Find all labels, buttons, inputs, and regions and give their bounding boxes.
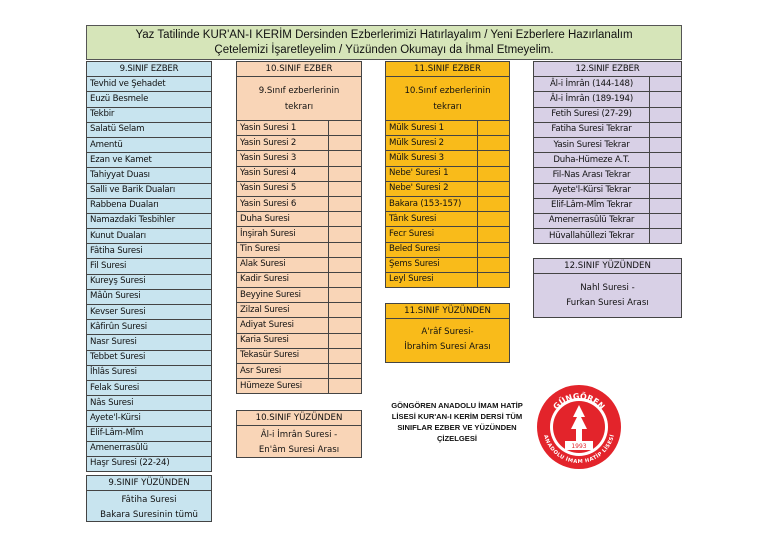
grade12-item-label: Fetih Suresi (27-29) [534, 107, 650, 122]
school-note-line1: GÖNGÖREN ANADOLU İMAM HATİP [391, 401, 523, 410]
grade9-row [87, 456, 212, 471]
grade10-check-cell[interactable] [329, 348, 362, 363]
grade10-item-label: Beyyine Suresi [237, 288, 329, 303]
grade10-check-cell[interactable] [329, 212, 362, 227]
grade9-item-label: Kureyş Suresi [87, 274, 212, 289]
grade12-check-cell[interactable] [650, 92, 682, 107]
grade9-row [87, 107, 212, 122]
grade11-ezber-title: 11.SINIF EZBER [386, 62, 509, 77]
grade11-row [386, 151, 510, 166]
grade10-check-cell[interactable] [329, 136, 362, 151]
grade9-ezber-table [86, 61, 212, 472]
grade9-row [87, 335, 212, 350]
grade10-check-cell[interactable] [329, 257, 362, 272]
grade10-check-cell[interactable] [329, 379, 362, 394]
grade12-check-cell[interactable] [650, 229, 682, 244]
grade11-row [386, 196, 510, 211]
grade9-row [87, 380, 212, 395]
grade9-row [87, 305, 212, 320]
grade9-row [87, 396, 212, 411]
grade9-item-label: Kâfirûn Suresi [87, 320, 212, 335]
grade10-item-label: Yasin Suresi 6 [237, 196, 329, 211]
grade10-check-cell[interactable] [329, 121, 362, 136]
grade9-row [87, 244, 212, 259]
grade11-row [386, 272, 510, 287]
grade9-row [87, 350, 212, 365]
grade9-row [87, 411, 212, 426]
grade9-item-label: Amenerrasûlü [87, 441, 212, 456]
grade10-check-cell[interactable] [329, 272, 362, 287]
grade10-ezber-table [236, 120, 362, 394]
grade12-yuzunden-line2: Furkan Suresi Arası [566, 298, 649, 308]
grade10-check-cell[interactable] [329, 166, 362, 181]
grade9-yuzunden-line1: Fâtiha Suresi [121, 495, 177, 505]
grade10-row [237, 242, 362, 257]
grade12-ezber-table [533, 61, 682, 244]
grade12-row [534, 92, 682, 107]
grade9-item-label: Rabbena Duaları [87, 198, 212, 213]
grade12-item-label: Âl-i İmrân (144-148) [534, 77, 650, 92]
grade9-item-label: Salli ve Barik Duaları [87, 183, 212, 198]
grade11-review-line2: tekrarı [433, 102, 462, 112]
grade10-check-cell[interactable] [329, 333, 362, 348]
grade11-check-cell[interactable] [478, 257, 510, 272]
grade9-row [87, 183, 212, 198]
grade9-row [87, 365, 212, 380]
grade11-ezber-table [385, 120, 510, 288]
grade9-item-label: Kevser Suresi [87, 305, 212, 320]
grade10-row [237, 303, 362, 318]
grade10-check-cell[interactable] [329, 364, 362, 379]
grade10-item-label: Asr Suresi [237, 364, 329, 379]
grade10-check-cell[interactable] [329, 288, 362, 303]
grade12-item-label: Elif-Lâm-Mîm Tekrar [534, 198, 650, 213]
grade12-item-label: Fatiha Suresi Tekrar [534, 122, 650, 137]
school-note-line4: ÇİZELGESİ [436, 434, 478, 443]
grade11-item-label: Nebe' Suresi 1 [386, 166, 478, 181]
grade9-row [87, 426, 212, 441]
grade10-row [237, 181, 362, 196]
grade10-item-label: İnşirah Suresi [237, 227, 329, 242]
grade12-check-cell[interactable] [650, 168, 682, 183]
grade10-item-label: Zilzal Suresi [237, 303, 329, 318]
grade9-yuzunden-box [86, 475, 212, 522]
grade11-review-box [385, 61, 510, 120]
grade9-item-label: Tahiyyat Duası [87, 168, 212, 183]
grade10-item-label: Hümeze Suresi [237, 379, 329, 394]
grade11-row [386, 227, 510, 242]
grade11-row [386, 121, 510, 136]
grade9-yuzunden-line2: Bakara Suresinin tümü [100, 510, 198, 520]
grade9-row [87, 320, 212, 335]
grade11-check-cell[interactable] [478, 196, 510, 211]
grade12-row [534, 153, 682, 168]
grade9-item-label: İhlâs Suresi [87, 365, 212, 380]
grade10-item-label: Yasin Suresi 2 [237, 136, 329, 151]
grade10-check-cell[interactable] [329, 151, 362, 166]
grade12-check-cell[interactable] [650, 213, 682, 228]
grade9-item-label: Ayete'l-Kürsi [87, 411, 212, 426]
grade10-ezber-title: 10.SINIF EZBER [237, 62, 361, 77]
grade12-row [534, 213, 682, 228]
grade12-row [534, 229, 682, 244]
school-note-line3: SINIFLAR EZBER VE YÜZÜNDEN [397, 423, 517, 432]
grade10-check-cell[interactable] [329, 242, 362, 257]
grade11-item-label: Mülk Suresi 2 [386, 136, 478, 151]
grade10-row [237, 318, 362, 333]
grade10-row [237, 272, 362, 287]
grade12-check-cell[interactable] [650, 122, 682, 137]
grade9-item-label: Nasr Suresi [87, 335, 212, 350]
svg-text:GÜNGÖREN [552, 391, 607, 411]
grade12-yuzunden-box [533, 258, 682, 318]
grade10-review-box [236, 61, 362, 120]
grade12-check-cell[interactable] [650, 77, 682, 92]
logo-top-text: GÜNGÖREN [551, 391, 607, 412]
grade12-row [534, 168, 682, 183]
grade9-ezber-title: 9.SINIF EZBER [87, 62, 212, 77]
grade10-row [237, 364, 362, 379]
grade11-check-cell[interactable] [478, 151, 510, 166]
grade9-row [87, 213, 212, 228]
grade9-item-label: Salatü Selam [87, 122, 212, 137]
grade10-check-cell[interactable] [329, 303, 362, 318]
grade10-item-label: Yasin Suresi 5 [237, 181, 329, 196]
grade9-row [87, 259, 212, 274]
grade11-row [386, 181, 510, 196]
grade11-row [386, 136, 510, 151]
grade10-row [237, 227, 362, 242]
grade12-item-label: Duha-Hümeze A.T. [534, 153, 650, 168]
grade11-row [386, 166, 510, 181]
grade10-item-label: Karia Suresi [237, 333, 329, 348]
grade9-row [87, 441, 212, 456]
grade11-row [386, 212, 510, 227]
grade12-check-cell[interactable] [650, 153, 682, 168]
grade12-check-cell[interactable] [650, 137, 682, 152]
grade9-row [87, 153, 212, 168]
grade10-row [237, 212, 362, 227]
grade10-item-label: Tin Suresi [237, 242, 329, 257]
school-logo-lettering [535, 383, 623, 471]
grade11-check-cell[interactable] [478, 227, 510, 242]
page-header [86, 25, 682, 60]
grade11-yuzunden-line2: İbrahim Suresi Arası [404, 342, 491, 352]
header-line-1: Yaz Tatilinde KUR'AN-I KERİM Dersinden Ezberlerimizi Hatırlayalım / Yeni Ezberlere Hazırlanalım [135, 29, 633, 41]
grade11-item-label: Mülk Suresi 3 [386, 151, 478, 166]
grade10-item-label: Duha Suresi [237, 212, 329, 227]
grade12-row [534, 183, 682, 198]
grade10-row [237, 333, 362, 348]
grade10-row [237, 166, 362, 181]
grade10-row [237, 348, 362, 363]
grade12-item-label: Amenerrasûlü Tekrar [534, 213, 650, 228]
grade12-row [534, 107, 682, 122]
grade9-item-label: Fâtiha Suresi [87, 244, 212, 259]
grade9-item-label: Amentü [87, 137, 212, 152]
grade9-item-label: Tebbet Suresi [87, 350, 212, 365]
grade11-item-label: Mülk Suresi 1 [386, 121, 478, 136]
grade11-check-cell[interactable] [478, 121, 510, 136]
grade10-check-cell[interactable] [329, 181, 362, 196]
grade11-item-label: Nebe' Suresi 2 [386, 181, 478, 196]
grade10-check-cell[interactable] [329, 227, 362, 242]
grade10-yuzunden-line2: En'âm Suresi Arası [258, 445, 340, 455]
grade11-item-label: Bakara (153-157) [386, 196, 478, 211]
grade10-check-cell[interactable] [329, 196, 362, 211]
grade11-yuzunden-title: 11.SINIF YÜZÜNDEN [386, 304, 509, 319]
grade9-item-label: Mâûn Suresi [87, 289, 212, 304]
grade10-item-label: Yasin Suresi 1 [237, 121, 329, 136]
grade9-row [87, 229, 212, 244]
grade12-item-label: Yasin Suresi Tekrar [534, 137, 650, 152]
header-line-2: Çetelemizi İşaretleyelim / Yüzünden Okumayı da İhmal Etmeyelim. [214, 44, 554, 56]
logo-year: 1993 [571, 443, 587, 450]
grade9-item-label: Haşr Suresi (22-24) [87, 456, 212, 471]
grade9-yuzunden-title: 9.SINIF YÜZÜNDEN [87, 476, 211, 491]
grade11-yuzunden-line1: A'râf Suresi- [421, 327, 474, 337]
grade10-row [237, 257, 362, 272]
grade10-yuzunden-title: 10.SINIF YÜZÜNDEN [237, 411, 361, 426]
grade9-row [87, 77, 212, 92]
grade11-item-label: Beled Suresi [386, 242, 478, 257]
grade11-yuzunden-box [385, 303, 510, 363]
grade9-item-label: Euzü Besmele [87, 92, 212, 107]
grade11-row [386, 242, 510, 257]
grade10-review-line2: tekrarı [284, 102, 314, 112]
grade10-review-line1: 9.Sınıf ezberlerinin [258, 86, 340, 96]
grade10-row [237, 136, 362, 151]
grade12-row [534, 77, 682, 92]
grade10-row [237, 288, 362, 303]
grade11-row [386, 257, 510, 272]
grade12-check-cell[interactable] [650, 107, 682, 122]
grade11-check-cell[interactable] [478, 166, 510, 181]
grade11-check-cell[interactable] [478, 272, 510, 287]
grade12-item-label: Hüvallahüllezi Tekrar [534, 229, 650, 244]
grade12-yuzunden-title: 12.SINIF YÜZÜNDEN [534, 259, 681, 274]
grade11-check-cell[interactable] [478, 181, 510, 196]
grade12-check-cell[interactable] [650, 198, 682, 213]
grade12-check-cell[interactable] [650, 183, 682, 198]
school-logo [535, 383, 623, 471]
grade9-row [87, 274, 212, 289]
grade11-review-line1: 10.Sınıf ezberlerinin [404, 86, 491, 96]
grade10-row [237, 121, 362, 136]
grade10-item-label: Alak Suresi [237, 257, 329, 272]
grade10-row [237, 151, 362, 166]
grade11-item-label: Târık Suresi [386, 212, 478, 227]
grade11-item-label: Fecr Suresi [386, 227, 478, 242]
grade10-item-label: Adiyat Suresi [237, 318, 329, 333]
school-note [382, 400, 532, 444]
grade10-item-label: Kadir Suresi [237, 272, 329, 287]
grade12-row [534, 122, 682, 137]
grade10-check-cell[interactable] [329, 318, 362, 333]
grade9-item-label: Tekbir [87, 107, 212, 122]
grade10-yuzunden-box [236, 410, 362, 458]
grade9-item-label: Nâs Suresi [87, 396, 212, 411]
grade12-row [534, 137, 682, 152]
grade10-row [237, 196, 362, 211]
grade9-row [87, 168, 212, 183]
grade11-check-cell[interactable] [478, 136, 510, 151]
grade9-item-label: Namazdaki Tesbihler [87, 213, 212, 228]
logo-ring-text: ANADOLU İMAM HATİP LİSESİ [542, 434, 616, 466]
grade9-row [87, 137, 212, 152]
grade11-item-label: Leyl Suresi [386, 272, 478, 287]
grade10-item-label: Yasin Suresi 3 [237, 151, 329, 166]
grade12-yuzunden-line1: Nahl Suresi - [580, 283, 635, 293]
grade12-ezber-title: 12.SINIF EZBER [534, 62, 682, 77]
grade10-yuzunden-line1: Âl-i İmrân Suresi - [260, 430, 338, 440]
grade9-item-label: Kunut Duaları [87, 229, 212, 244]
grade10-item-label: Tekasür Suresi [237, 348, 329, 363]
grade9-item-label: Fil Suresi [87, 259, 212, 274]
grade9-row [87, 289, 212, 304]
grade10-item-label: Yasin Suresi 4 [237, 166, 329, 181]
grade11-item-label: Şems Suresi [386, 257, 478, 272]
grade9-item-label: Ezan ve Kamet [87, 153, 212, 168]
grade9-item-label: Tevhid ve Şehadet [87, 77, 212, 92]
grade12-item-label: Ayete'l-Kürsi Tekrar [534, 183, 650, 198]
grade12-item-label: Âl-i İmrân (189-194) [534, 92, 650, 107]
school-note-line2: LİSESİ KUR'AN-I KERİM DERSİ TÜM [391, 412, 523, 421]
grade9-item-label: Elif-Lâm-Mîm [87, 426, 212, 441]
grade12-row [534, 198, 682, 213]
grade9-item-label: Felak Suresi [87, 380, 212, 395]
grade11-check-cell[interactable] [478, 242, 510, 257]
grade11-check-cell[interactable] [478, 212, 510, 227]
grade9-row [87, 122, 212, 137]
grade10-row [237, 379, 362, 394]
grade9-row [87, 198, 212, 213]
grade9-row [87, 92, 212, 107]
grade12-item-label: Fil-Nas Arası Tekrar [534, 168, 650, 183]
